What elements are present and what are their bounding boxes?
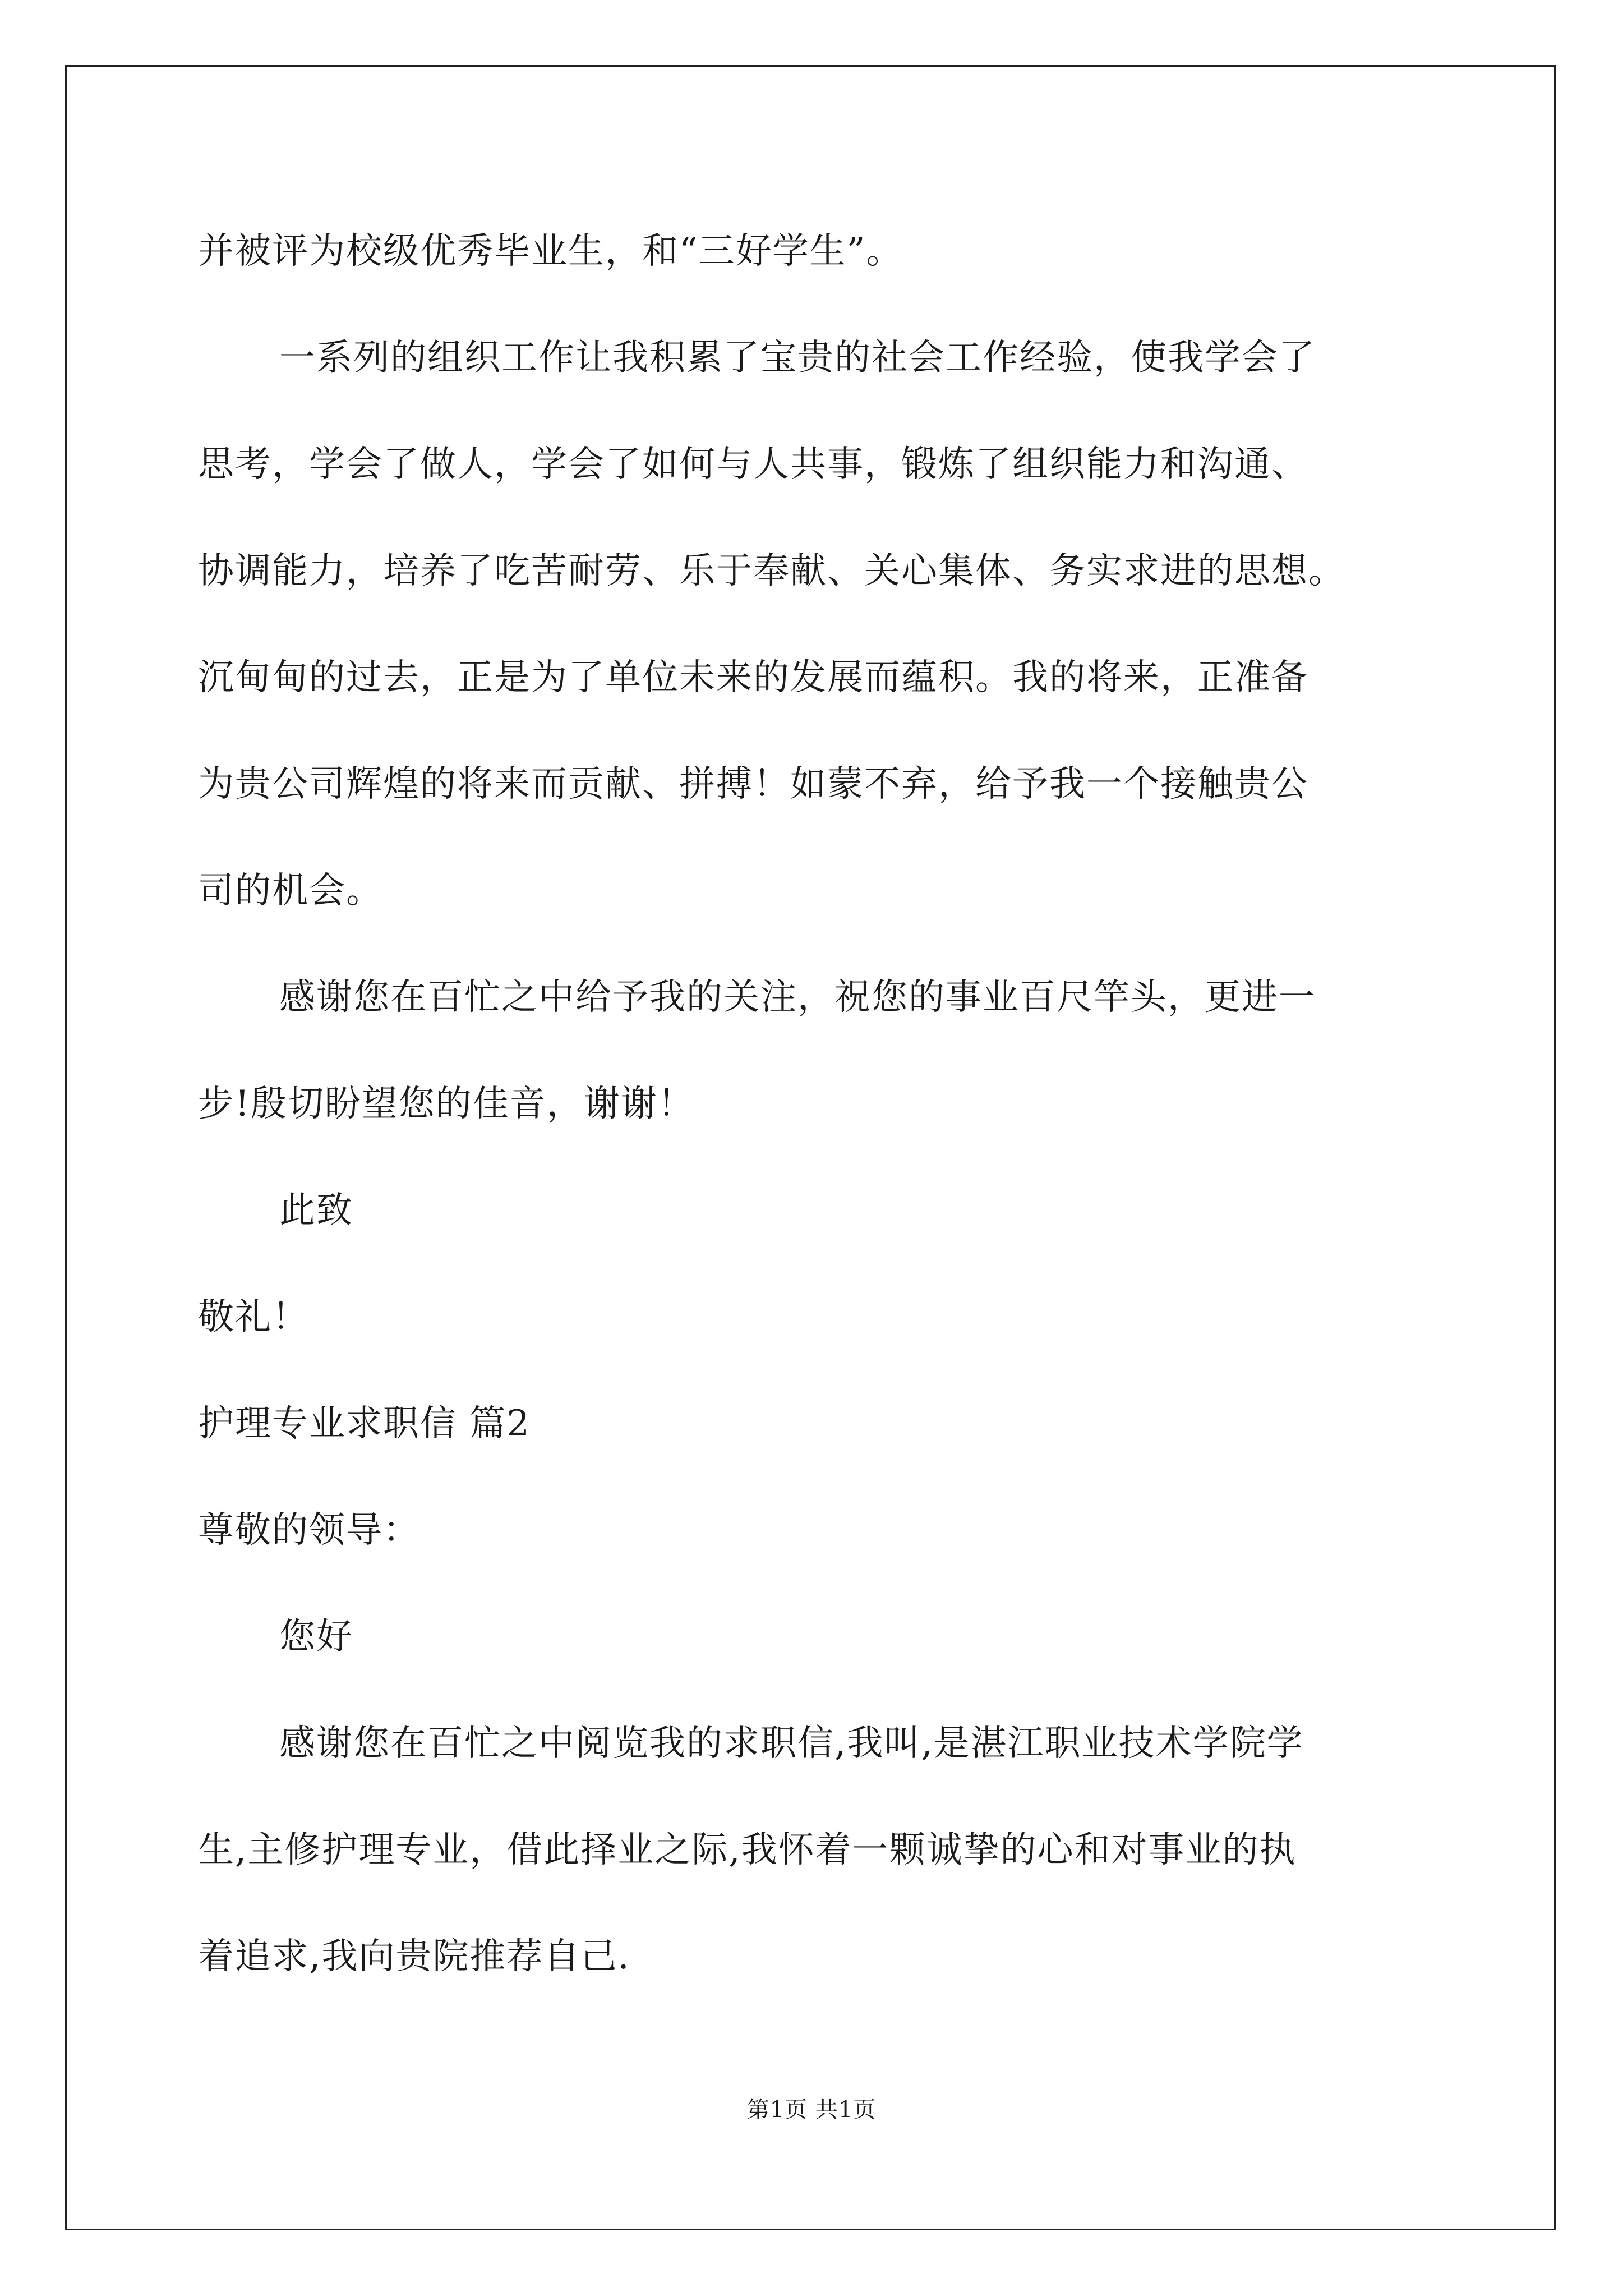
body-line-1: 并被评为校级优秀毕业生，和“三好学生”。: [198, 231, 903, 272]
letter-greeting: 尊敬的领导：: [198, 1510, 420, 1551]
body-line-7: 司的机会。: [198, 870, 383, 912]
page-number-footer: 第1页 共1页: [746, 2097, 877, 2123]
page-border: [65, 65, 1556, 2230]
body-line-2: 一系列的组织工作让我积累了宝贵的社会工作经验，使我学会了: [279, 337, 1316, 379]
body-line-5: 沉甸甸的过去，正是为了单位未来的发展而蕴积。我的将来，正准备: [198, 657, 1308, 698]
letter-hello: 您好: [279, 1616, 353, 1658]
body-line-3: 思考，学会了做人，学会了如何与人共事，锻炼了组织能力和沟通、: [198, 444, 1308, 485]
section-heading: 护理专业求职信 篇2: [198, 1403, 531, 1444]
closing-salutation: 此致: [279, 1190, 353, 1231]
body-line-9: 步!殷切盼望您的佳音，谢谢！: [198, 1083, 695, 1125]
closing-respect: 敬礼！: [198, 1296, 309, 1338]
body-line-11: 生,主修护理专业，借此择业之际,我怀着一颗诚挚的心和对事业的执: [198, 1829, 1297, 1871]
body-line-8: 感谢您在百忙之中给予我的关注，祝您的事业百尺竿头，更进一: [279, 977, 1316, 1018]
body-line-12: 着追求,我向贵院推荐自己.: [198, 1936, 630, 1977]
body-line-6: 为贵公司辉煌的将来而贡献、拼搏！如蒙不弃，给予我一个接触贵公: [198, 763, 1308, 805]
body-line-10: 感谢您在百忙之中阅览我的求职信,我叫,是湛江职业技术学院学: [279, 1723, 1304, 1764]
body-line-4: 协调能力，培养了吃苦耐劳、乐于奉献、关心集体、务实求进的思想。: [198, 550, 1345, 592]
